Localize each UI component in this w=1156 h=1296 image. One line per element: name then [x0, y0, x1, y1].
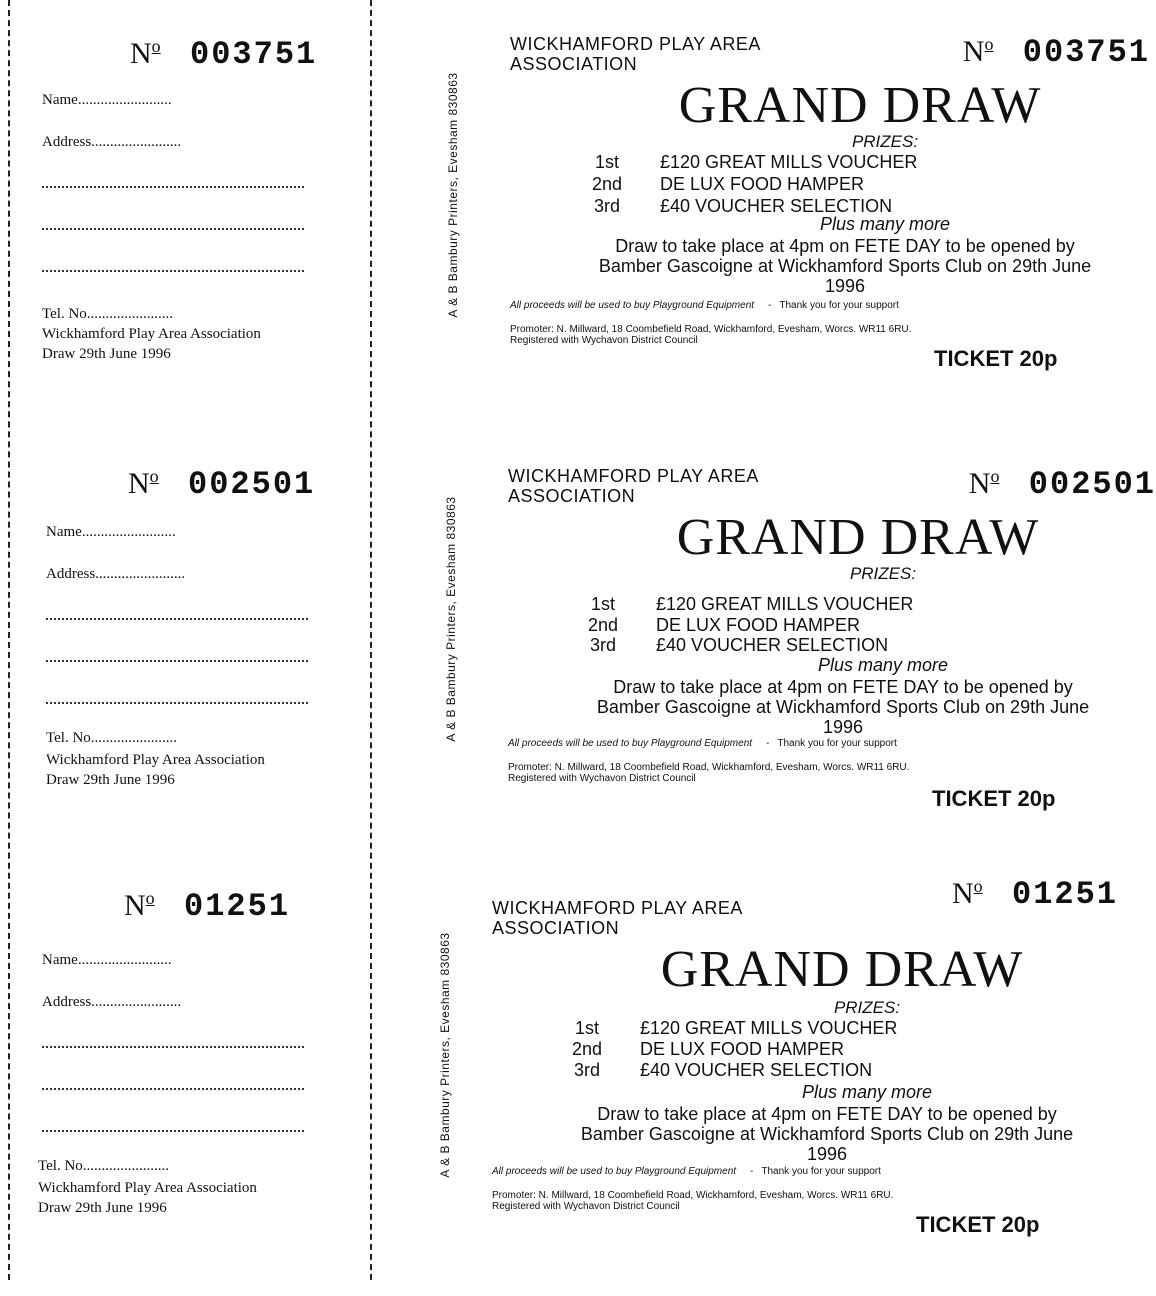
draw-details: Draw to take place at 4pm on FETE DAY to be opened by Bamber Gascoigne at Wickhamford Sports Club on 29th June 1996: [596, 677, 1090, 737]
stub-draw-date: Draw 29th June 1996: [38, 1200, 167, 1216]
stub-3: [0, 872, 368, 1292]
draw-details: Draw to take place at 4pm on FETE DAY to be opened by Bamber Gascoigne at Wickhamford Sports Club on 29th June 1996: [598, 236, 1092, 296]
stub-draw-date: Draw 29th June 1996: [42, 346, 171, 362]
printer-credit: A & B Bambury Printers, Evesham 830863: [438, 932, 452, 1178]
stub-perforation: [370, 0, 372, 1280]
stub-draw-date: Draw 29th June 1996: [46, 772, 175, 788]
promoter-info: Promoter: N. Millward, 18 Coombefield Road, Wickhamford, Evesham, Worcs. WR11 6RU. Registered with Wychavon District Council: [510, 324, 912, 346]
address-line: [46, 702, 308, 704]
promoter-info: Promoter: N. Millward, 18 Coombefield Road, Wickhamford, Evesham, Worcs. WR11 6RU. Registered with Wychavon District Council: [508, 762, 910, 784]
stub-1: [0, 20, 368, 440]
ticket-price: TICKET 20p: [934, 346, 1058, 371]
address-line: [46, 660, 308, 662]
plus-many-more: Plus many more: [819, 214, 951, 234]
number-symbol: $N^o$: [962, 34, 994, 68]
address-field-label: Address........................: [46, 566, 186, 582]
stub-serial: 002501: [188, 466, 316, 503]
address-line: [42, 270, 304, 272]
ticket-2: WICKHAMFORD PLAY AREA ASSOCIATION $N^o$ 002501 GRAND DRAW PRIZES: 1st £120 GREAT MILLS VOUCHER 2nd DE LUX FOOD HAMPER 3rd £40 VOUCHER SELECTION Plus many more Draw to take place at 4pm on FETE DAY to be opened by Bamber Gascoigne at Wickhamford Sports Club on 29th June 1996 All proceeds will be used to buy Playground Equipment - Thank you for your support Promoter: N. Millward, 18 Coombefield Road, Wickhamford, Evesham, Worcs. WR11 6RU. Registered with Wychavon District Council TICKET 20p: [508, 466, 1156, 811]
ticket-1: WICKHAMFORD PLAY AREA ASSOCIATION $N^o$ 003751 GRAND DRAW PRIZES: 1st £120 GREAT MILLS VOUCHER 2nd DE LUX FOOD HAMPER 3rd £40 VOUCHER SELECTION Plus many more Draw to take place at 4pm on FETE DAY to be opened by Bamber Gascoigne at Wickhamford Sports Club on 29th June 1996 All proceeds will be used to buy Playground Equipment - Thank you for your support Promoter: N. Millward, 18 Coombefield Road, Wickhamford, Evesham, Worcs. WR11 6RU. Registered with Wychavon District Council TICKET 20p: [510, 34, 1150, 371]
promoter-info: Promoter: N. Millward, 18 Coombefield Road, Wickhamford, Evesham, Worcs. WR11 6RU. Registered with Wychavon District Council: [492, 1190, 894, 1212]
stub-association: Wickhamford Play Area Association: [46, 752, 265, 768]
ticket-title: GRAND DRAW: [676, 509, 1040, 566]
ticket-number: [963, 34, 1150, 71]
address-line: [46, 618, 308, 620]
number-symbol: $N^o$: [968, 466, 1000, 500]
stub-2: [0, 450, 368, 870]
organisation-name: WICKHAMFORD PLAY AREA ASSOCIATION: [510, 34, 761, 74]
stub-serial: 003751: [190, 36, 318, 73]
name-field-label: Name.........................: [46, 524, 176, 540]
number-symbol: $N^o$: [130, 36, 161, 70]
name-field-label: Name.........................: [42, 92, 172, 108]
printer-credit: A & B Bambury Printers, Evesham 830863: [444, 496, 458, 742]
ticket-title: GRAND DRAW: [678, 77, 1042, 134]
address-line: [42, 186, 304, 188]
ticket-number: [969, 466, 1156, 503]
tel-field-label: Tel. No.......................: [42, 306, 174, 322]
ticket-serial: 01251: [1011, 876, 1118, 913]
plus-many-more: Plus many more: [817, 655, 949, 675]
organisation-name: WICKHAMFORD PLAY AREA ASSOCIATION: [508, 466, 759, 506]
number-symbol: $N^o$: [128, 466, 159, 500]
organisation-name: WICKHAMFORD PLAY AREA ASSOCIATION: [492, 898, 743, 938]
stub-number: [128, 466, 358, 503]
stub-number: [130, 36, 360, 73]
address-field-label: Address........................: [42, 994, 182, 1010]
prizes-heading: PRIZES:: [851, 132, 919, 151]
address-line: [42, 228, 304, 230]
tel-field-label: Tel. No.......................: [38, 1158, 170, 1174]
proceeds-note: All proceeds will be used to buy Playground Equipment - Thank you for your support: [510, 300, 899, 311]
stub-number: [124, 888, 354, 925]
proceeds-note: All proceeds will be used to buy Playground Equipment - Thank you for your support: [508, 738, 897, 749]
number-symbol: $N^o$: [951, 876, 983, 910]
address-line: [42, 1046, 304, 1048]
address-line: [42, 1130, 304, 1132]
ticket-price: TICKET 20p: [932, 786, 1056, 811]
ticket-serial: 003751: [1022, 34, 1150, 71]
ticket-number: [952, 876, 1118, 913]
stub-serial: 01251: [184, 888, 291, 925]
plus-many-more: Plus many more: [801, 1082, 933, 1102]
address-line: [42, 1088, 304, 1090]
address-field-label: Address........................: [42, 134, 182, 150]
prizes-heading: PRIZES:: [849, 564, 917, 583]
proceeds-note: All proceeds will be used to buy Playground Equipment - Thank you for your support: [492, 1166, 881, 1177]
ticket-3: WICKHAMFORD PLAY AREA ASSOCIATION $N^o$ 01251 GRAND DRAW PRIZES: 1st £120 GREAT MILLS VOUCHER 2nd DE LUX FOOD HAMPER 3rd £40 VOUCHER SELECTION Plus many more Draw to take place at 4pm on FETE DAY to be opened by Bamber Gascoigne at Wickhamford Sports Club on 29th June 1996 All proceeds will be used to buy Playground Equipment - Thank you for your support Promoter: N. Millward, 18 Coombefield Road, Wickhamford, Evesham, Worcs. WR11 6RU. Registered with Wychavon District Council TICKET 20p: [492, 876, 1118, 1296]
ticket-title: GRAND DRAW: [660, 941, 1024, 998]
printer-credit: A & B Bambury Printers, Evesham 830863: [446, 72, 460, 318]
draw-details: Draw to take place at 4pm on FETE DAY to be opened by Bamber Gascoigne at Wickhamford Sports Club on 29th June 1996: [580, 1104, 1074, 1164]
prizes-heading: PRIZES:: [833, 998, 901, 1017]
number-symbol: $N^o$: [124, 888, 155, 922]
tel-field-label: Tel. No.......................: [46, 730, 178, 746]
stub-association: Wickhamford Play Area Association: [38, 1180, 257, 1196]
stub-association: Wickhamford Play Area Association: [42, 326, 261, 342]
name-field-label: Name.........................: [42, 952, 172, 968]
ticket-serial: 002501: [1028, 466, 1156, 503]
ticket-price: TICKET 20p: [916, 1212, 1040, 1237]
